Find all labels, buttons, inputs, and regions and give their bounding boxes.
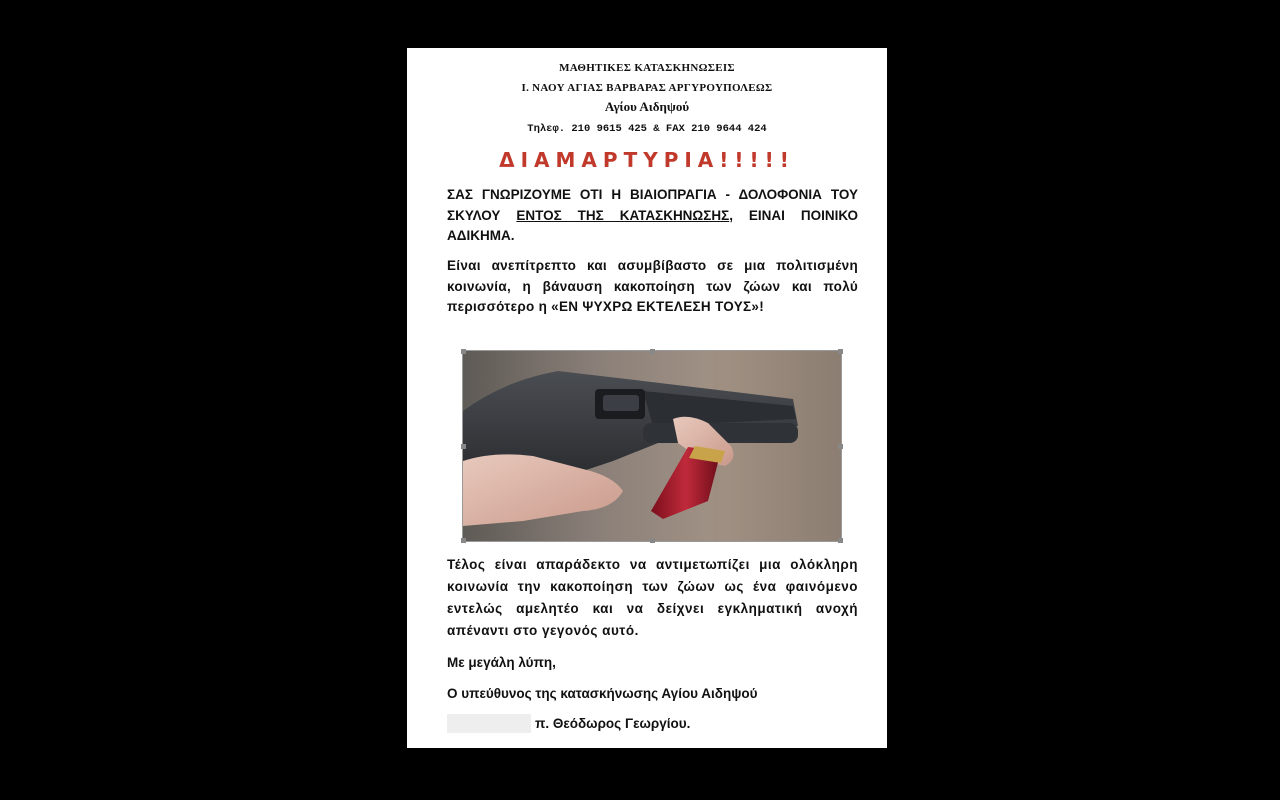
photo-resize-handle[interactable] [838,349,843,354]
notice-text-start: ΣΑΣ ΓΝΩΡΙΖΟΥΜΕ ΟΤΙ Η ΒΙΑΙΟΠΡΑΓΙΑ - ΔΟΛΟΦΟΝΙΑ ΤΟΥ ΣΚΥΛΟΥ [447,187,858,223]
paragraph-tolerance: Τέλος είναι απαράδεκτο να αντιμετωπίζει μια ολόκληρη κοινωνία την κακοποίηση των ζώων ως ένα φαινόμενο εντελώς αμελητέο και να δείχνει εγκληματική ανοχή απέναντι στο γεγονός αυτό. [447,557,858,638]
shotgun-illustration [463,351,841,541]
notice-text-underlined: ΕΝΤΟΣ ΤΗΣ ΚΑΤΑΣΚΗΝΩΣΗΣ [516,207,730,223]
photo-resize-handle[interactable] [461,349,466,354]
closing-line: Με μεγάλη λύπη, [447,655,556,670]
photo-resize-handle[interactable] [838,444,843,449]
protest-title: ΔΙΑΜΑΡΤΥΡΙΑ!!!!! [499,148,795,172]
header-line-church: Ι. ΝΑΟΥ ΑΓΙΑΣ ΒΑΡΒΑΡΑΣ ΑΡΓΥΡΟΥΠΟΛΕΩΣ [521,82,773,94]
photo-resize-handle[interactable] [461,444,466,449]
photo-resize-handle[interactable] [650,349,655,354]
photo-resize-handle[interactable] [461,538,466,543]
header-line-camps: ΜΑΘΗΤΙΚΕΣ ΚΑΤΑΣΚΗΝΩΣΕΙΣ [559,62,735,74]
signer-name: π. Θεόδωρος Γεωργίου. [535,716,691,731]
header-line-phone: Τηλεφ. 210 9615 425 & FAX 210 9644 424 [527,123,767,135]
paragraph-notice [447,185,858,247]
photo-resize-handle[interactable] [650,538,655,543]
header-line-location: Αγίου Αιδηψού [604,99,690,114]
document-page [407,48,887,748]
photo-resize-handle[interactable] [838,538,843,543]
shotgun-photo [463,351,841,541]
paragraph-unacceptable: Είναι ανεπίτρεπτο και ασυμβίβαστο σε μια πολιτισμένη κοινωνία, η βάναυση κακοποίηση των ζώων και πολύ περισσότερο η «ΕΝ ΨΥΧΡΩ ΕΚΤΕΛΕΣΗ ΤΟΥΣ»! [447,258,858,314]
signature-shading [447,714,531,733]
notice-text-end: , ΕΙΝΑΙ ΠΟΙΝΙΚΟ ΑΔΙΚΗΜΑ. [447,207,859,243]
signer-role: Ο υπεύθυνος της κατασκήνωσης Αγίου Αιδηψού [447,686,758,701]
